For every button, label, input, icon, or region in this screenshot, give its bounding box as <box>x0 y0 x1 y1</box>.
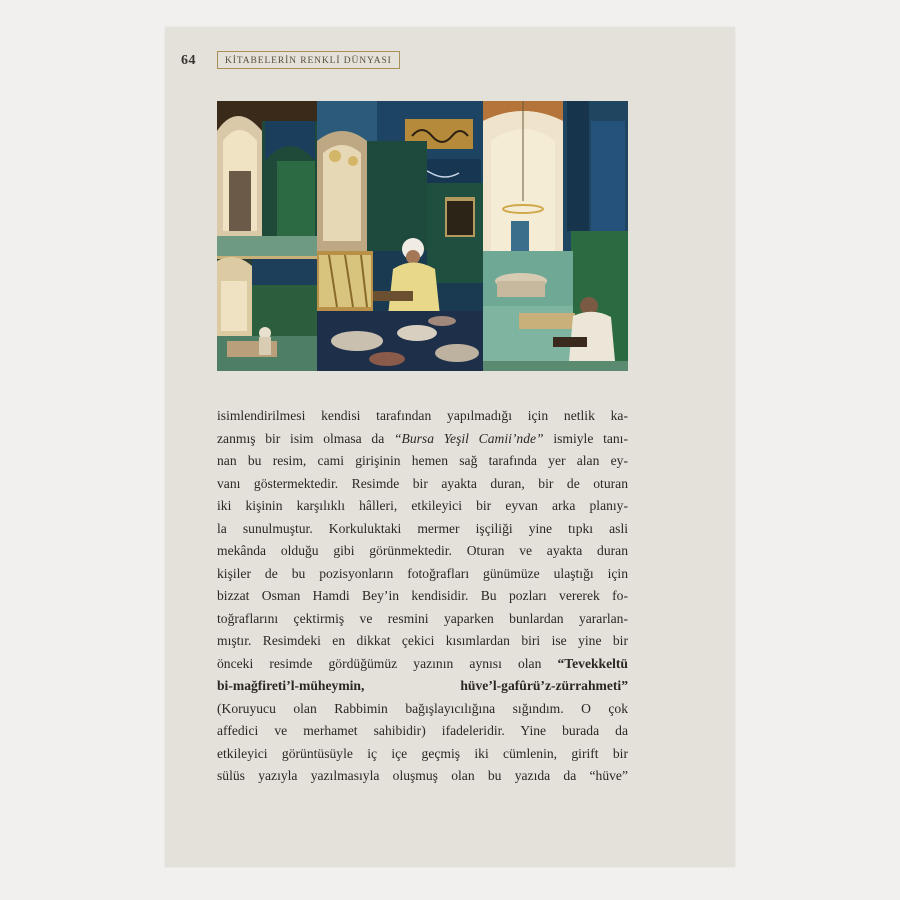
text-line <box>217 540 628 563</box>
text-line <box>217 563 628 586</box>
photo-panel-3 <box>483 101 628 371</box>
text-run: etkileyici görüntüsüyle iç içe geçmiş iki cümlenin, girift bir <box>217 745 628 761</box>
page-number: 64 <box>181 53 196 68</box>
text-line <box>217 495 628 518</box>
body-paragraph <box>217 405 628 788</box>
text-line <box>217 608 628 631</box>
text-line <box>217 653 628 676</box>
text-run: bizzat Osman Hamdi Bey’in kendisidir. Bu pozları vererek fo- <box>217 588 628 603</box>
text-run: ismiyle tanı- <box>543 430 628 446</box>
text-run: nan bu resim, cami girişinin hemen sağ tarafında yer alan ey- <box>217 453 628 468</box>
photo-panel-1 <box>217 101 317 371</box>
photo-panel-2 <box>317 101 483 371</box>
text-run: iki kişinin karşılıklı hâlleri, etkileyici bir eyvan arka planıy- <box>217 498 628 513</box>
text-run: isimlendirilmesi kendisi tarafından yapılmadığı için netlik ka- <box>217 408 628 423</box>
text-line <box>217 518 628 541</box>
text-run: la sunulmuştur. Korkuluktaki mermer işçiliği yine tıpkı asli <box>217 520 628 536</box>
text-line <box>217 630 628 653</box>
text-line <box>217 720 628 743</box>
mosque-fountain-image <box>483 101 628 371</box>
text-line <box>217 428 628 451</box>
italic-title: “Bursa Yeşil Camii’nde” <box>393 430 544 446</box>
man-reading-image <box>317 101 483 371</box>
text-run: affedici ve merhamet sahibidir) ifadeleridir. Yine burada da <box>217 723 628 738</box>
text-line <box>217 675 628 698</box>
text-run: toğraflarını çektirmiş ve resmini yaparken bunlardan yararlan- <box>217 610 628 626</box>
text-run: mıştır. Resimdeki en dikkat çekici kısımlardan biri ise yine bir <box>217 633 628 648</box>
text-line <box>217 473 628 496</box>
text-run: önceki resimde gördüğümüz yazının aynısı olan <box>217 655 558 671</box>
running-head: KİTABELERİN RENKLİ DÜNYASI <box>217 51 400 69</box>
text-line <box>217 765 628 788</box>
text-run: sülüs yazıyla yazılmasıyla oluşmuş olan bu yazıda da “hüve” <box>217 768 628 783</box>
text-line <box>217 743 628 766</box>
text-run: (Koruyucu olan Rabbimin bağışlayıcılığına sığındım. O çok <box>217 700 628 716</box>
bold-quote: “Tevekkeltü <box>557 655 628 671</box>
text-line <box>217 405 628 428</box>
text-run: vanı göstermektedir. Resimde bir ayakta duran, bir de oturan <box>217 475 628 491</box>
book-page <box>165 27 735 867</box>
text-line <box>217 450 628 473</box>
bold-quote: bi-mağfireti’l-müheymin, hüve’l-gafûrü’z-zürrahmeti” <box>217 678 628 693</box>
text-run: kişiler de bu pozisyonların fotoğrafları günümüze ulaştığı için <box>217 565 628 581</box>
text-run: mekânda olduğu gibi görünmektedir. Oturan ve ayakta duran <box>217 543 628 558</box>
text-line <box>217 585 628 608</box>
photo-collage <box>217 101 628 371</box>
mosque-arches-image <box>217 101 317 371</box>
text-run: zanmış bir isim olmasa da <box>217 430 394 446</box>
text-line <box>217 698 628 721</box>
